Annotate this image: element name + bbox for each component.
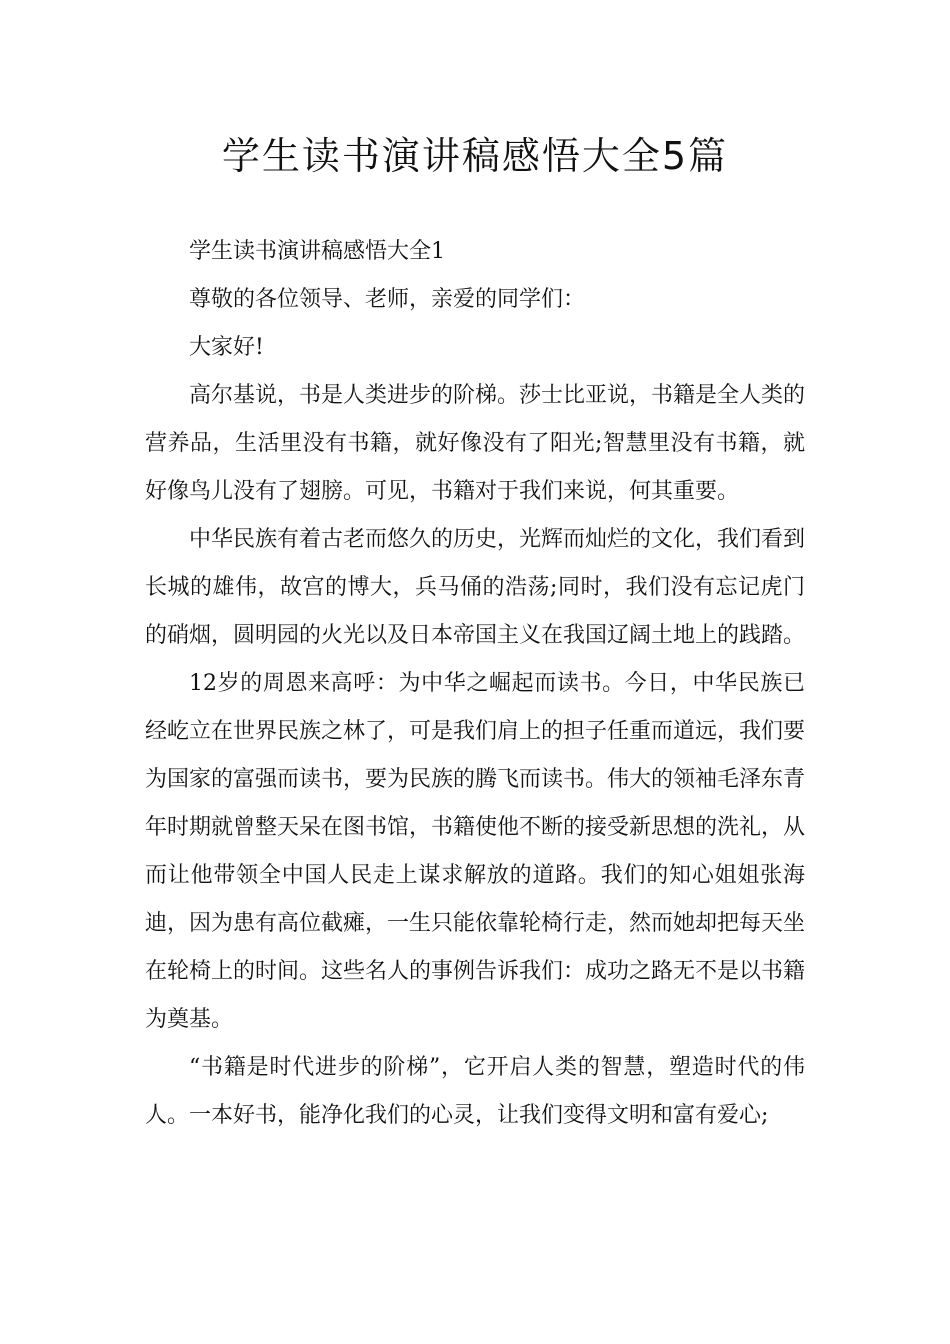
- paragraph-subtitle: 学生读书演讲稿感悟大全1: [189, 239, 445, 264]
- paragraph-body: 中华民族有着古老而悠久的历史，光辉而灿烂的文化，我们看到长城的雄伟，故宫的博大，兵马俑的浩荡;同时，我们没有忘记虎门的硝烟，圆明园的火光以及日本帝国主义在我国辽阔土地上的践踏。: [145, 527, 806, 648]
- document-title: 学生读书演讲稿感悟大全5篇: [221, 134, 729, 178]
- paragraph-greeting: 大家好!: [189, 335, 264, 360]
- paragraph-body: “书籍是时代进步的阶梯”，它开启人类的智慧，塑造时代的伟人。一本好书，能净化我们的心灵，让我们变得文明和富有爱心;: [145, 1055, 805, 1128]
- paragraph-body: 高尔基说，书是人类进步的阶梯。莎士比亚说，书籍是全人类的营养品，生活里没有书籍，就好像没有了阳光;智慧里没有书籍，就好像鸟儿没有了翅膀。可见，书籍对于我们来说，何其重要。: [145, 383, 806, 504]
- paragraph-salutation: 尊敬的各位领导、老师，亲爱的同学们：: [189, 287, 586, 312]
- paragraph-body: 12岁的周恩来高呼：为中华之崛起而读书。今日，中华民族已经屹立在世界民族之林了，可是我们肩上的担子任重而道远，我们要为国家的富强而读书，要为民族的腾飞而读书。伟大的领袖毛泽东青年时期就曾整天呆在图书馆，书籍使他不断的接受新思想的洗礼，从而让他带领全中国人民走上谋求解放的道路。我们的知心姐姐张海迪，因为患有高位截瘫，一生只能依靠轮椅行走，然而她却把每天坐在轮椅上的时间。这些名人的事例告诉我们：成功之路无不是以书籍为奠基。: [145, 671, 806, 1032]
- document-body: [145, 228, 805, 1140]
